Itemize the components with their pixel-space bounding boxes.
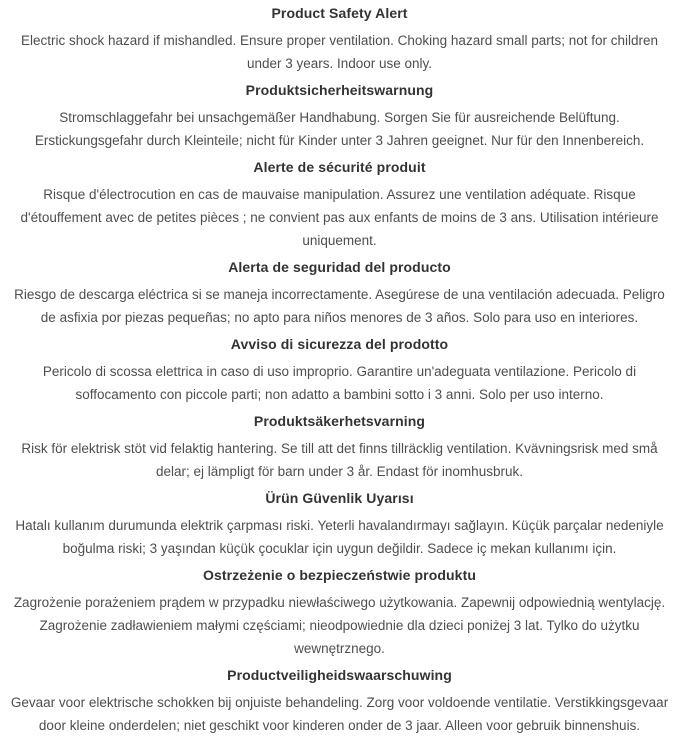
section-heading: Ostrzeżenie o bezpieczeństwie produktu bbox=[203, 567, 476, 583]
section-heading: Productveiligheidswaarschuwing bbox=[227, 667, 452, 683]
safety-section-swedish bbox=[5, 410, 674, 483]
section-body: Hatalı kullanım durumunda elektrik çarpması riski. Yeterli havalandırmayı sağlayın. Küçük parçalar nedeniyle boğulma riski; 3 yaşından küçük çocuklar için uygun değildir. Sadece iç mekan kullanımı için. bbox=[15, 518, 664, 556]
section-body: Risque d'électrocution en cas de mauvaise manipulation. Assurez une ventilation adéquate. Risque d'étouffement avec de petites pièces ; ne convient pas aux enfants de moins de 3 ans. Utilisation intérieure uniquement. bbox=[20, 187, 659, 248]
safety-section-spanish bbox=[5, 256, 674, 329]
safety-section-dutch bbox=[5, 664, 674, 737]
section-body: Electric shock hazard if mishandled. Ensure proper ventilation. Choking hazard small parts; not for children under 3 years. Indoor use only. bbox=[20, 33, 659, 71]
section-body: Risk för elektrisk stöt vid felaktig hantering. Se till att det finns tillräcklig ventilation. Kvävningsrisk med små delar; ej lämpligt för barn under 3 år. Endast för inomhusbruk. bbox=[21, 441, 658, 479]
section-body: Riesgo de descarga eléctrica si se maneja incorrectamente. Asegúrese de una ventilación adecuada. Peligro de asfixia por piezas pequeñas; no apto para niños menores de 3 años. Solo para uso en interiores. bbox=[14, 287, 665, 325]
section-body: Zagrożenie porażeniem prądem w przypadku niewłaściwego użytkowania. Zapewnij odpowiednią wentylację. Zagrożenie zadławieniem małymi częściami; nieodpowiednie dla dzieci poniżej 3 lat. Tylko do użytku wewnętrznego. bbox=[13, 595, 666, 656]
section-heading: Avviso di sicurezza del prodotto bbox=[230, 336, 449, 352]
section-heading: Produktsäkerhetsvarning bbox=[253, 413, 426, 429]
section-heading: Product Safety Alert bbox=[271, 5, 408, 21]
safety-section-german bbox=[5, 79, 674, 152]
safety-section-french bbox=[5, 156, 674, 252]
section-heading: Ürün Güvenlik Uyarısı bbox=[265, 490, 414, 506]
safety-section-italian bbox=[5, 333, 674, 406]
section-body: Stromschlaggefahr bei unsachgemäßer Handhabung. Sorgen Sie für ausreichende Belüftung. Erstickungsgefahr durch Kleinteile; nicht für Kinder unter 3 Jahren geeignet. Nur für den Innenbereich. bbox=[34, 110, 645, 148]
safety-section-polish bbox=[5, 564, 674, 660]
section-body: Pericolo di scossa elettrica in caso di uso improprio. Garantire un'adeguata ventilazione. Pericolo di soffocamento con piccole parti; non adatto a bambini sotto i 3 anni. Solo per uso interno. bbox=[42, 364, 637, 402]
section-body: Gevaar voor elektrische schokken bij onjuiste behandeling. Zorg voor voldoende ventilatie. Verstikkingsgevaar door kleine onderdelen; niet geschikt voor kinderen onder de 3 jaar. Alleen voor gebruik binnenshuis. bbox=[10, 695, 669, 733]
safety-section-english bbox=[5, 2, 674, 75]
section-heading: Produktsicherheitswarnung bbox=[245, 82, 434, 98]
section-heading: Alerta de seguridad del producto bbox=[228, 259, 451, 275]
section-heading: Alerte de sécurité produit bbox=[253, 159, 426, 175]
safety-section-turkish bbox=[5, 487, 674, 560]
